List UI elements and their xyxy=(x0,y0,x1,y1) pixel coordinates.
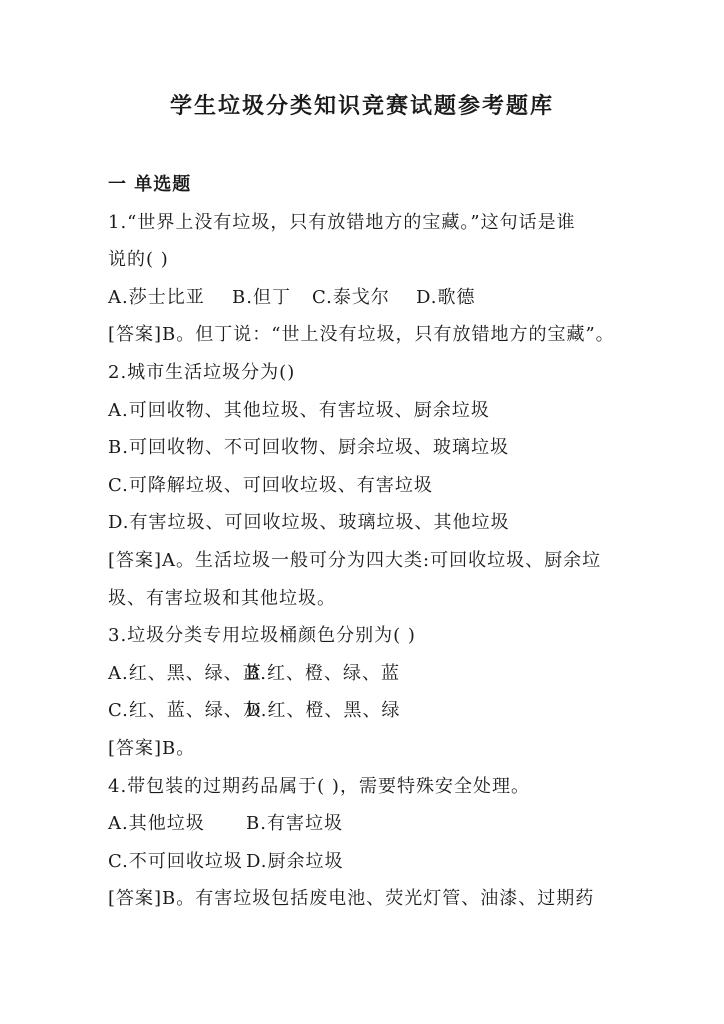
question-4-options-row-1 xyxy=(108,805,628,843)
question-2-option-a: A.可回收物、其他垃圾、有害垃圾、厨余垃圾 xyxy=(108,399,490,421)
question-1-option-a: A.莎士比亚 xyxy=(108,286,205,308)
question-3-options-row-2 xyxy=(108,692,628,730)
question-3-option-b: B.红、橙、绿、蓝 xyxy=(246,662,400,684)
question-2-answer-line-2: 圾、有害垃圾和其他垃圾。 xyxy=(108,587,336,609)
question-1-stem-line-1: 1.“世界上没有垃圾，只有放错地方的宝藏。”这句话是谁 xyxy=(108,211,576,233)
question-2-option-d: D.有害垃圾、可回收垃圾、玻璃垃圾、其他垃圾 xyxy=(108,512,510,534)
section-heading: 一 单选题 xyxy=(108,174,192,195)
question-3-option-c: C.红、蓝、绿、灰 xyxy=(108,700,262,722)
question-4-option-a: A.其他垃圾 xyxy=(108,813,205,835)
question-3-options-row-1 xyxy=(108,655,628,693)
question-4-option-d: D.厨余垃圾 xyxy=(246,850,344,872)
question-list xyxy=(108,166,628,918)
question-1-option-d: D.歌德 xyxy=(416,286,476,308)
question-1-option-c: C.泰戈尔 xyxy=(312,286,390,308)
question-3-answer: [答案]B。 xyxy=(108,737,196,759)
question-1-option-b: B.但丁 xyxy=(232,286,291,308)
question-2-answer-line-1: [答案]A。生活垃圾一般可分为四大类:可回收垃圾、厨余垃 xyxy=(108,549,602,571)
question-3-option-d: D.红、橙、黑、绿 xyxy=(246,700,401,722)
question-4-stem: 4.带包装的过期药品属于( )，需要特殊安全处理。 xyxy=(108,775,530,797)
question-2-option-c: C.可降解垃圾、可回收垃圾、有害垃圾 xyxy=(108,474,433,496)
question-4-option-b: B.有害垃圾 xyxy=(246,813,343,835)
question-1-answer: [答案]B。但丁说：“世上没有垃圾，只有放错地方的宝藏”。 xyxy=(108,324,615,346)
question-3-stem: 3.垃圾分类专用垃圾桶颜色分别为( ) xyxy=(108,625,416,647)
question-4-options-row-2 xyxy=(108,843,628,881)
question-1-options xyxy=(108,279,628,317)
question-4-answer-line-1: [答案]B。有害垃圾包括废电池、荧光灯管、油漆、过期药 xyxy=(108,888,595,910)
question-4-option-c: C.不可回收垃圾 xyxy=(108,850,243,872)
question-3-option-a: A.红、黑、绿、蓝 xyxy=(108,662,262,684)
page-title: 学生垃圾分类知识竞赛试题参考题库 xyxy=(169,93,554,119)
question-2-stem: 2.城市生活垃圾分为() xyxy=(108,361,296,383)
question-1-stem-line-2: 说的( ) xyxy=(108,249,169,271)
question-2-option-b: B.可回收物、不可回收物、厨余垃圾、玻璃垃圾 xyxy=(108,437,509,459)
